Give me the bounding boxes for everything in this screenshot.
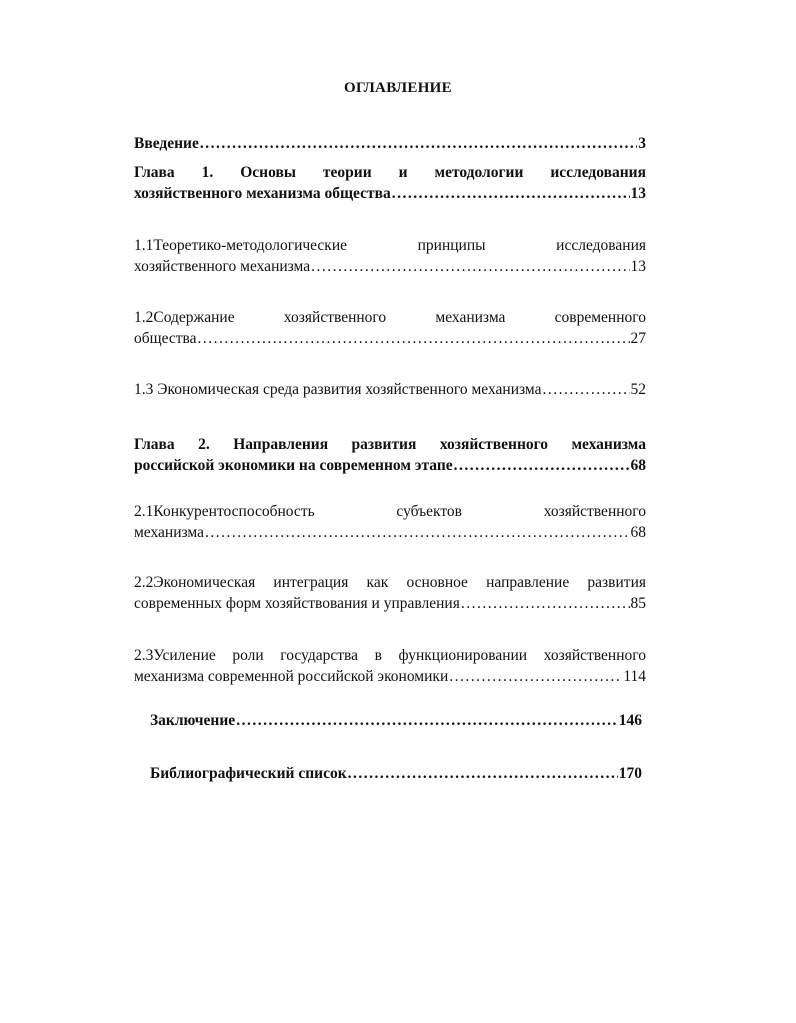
toc-entry-label: 2.2Экономическая интеграция как основное направление развития [134,574,646,591]
toc-page-number: 13 [630,185,646,202]
toc-entry-label: Введение [134,135,199,152]
toc-entry-label: Библиографический список [150,765,347,782]
toc-entry-label: Заключение [150,712,236,729]
toc-entry-section-1-2 [134,307,646,349]
toc-page-number: 68 [630,524,646,541]
toc-entry-label-cont: общества [134,330,197,347]
dot-leader [454,455,630,476]
toc-entry-section-1-3 [134,379,646,400]
toc-entry-label: 1.3 Экономическая среда развития хозяйственного механизма [134,381,542,398]
toc-page-number: 170 [618,765,642,782]
toc-entry-label-cont: современных форм хозяйствования и управления [134,595,460,612]
toc-page-number: 146 [618,712,642,729]
toc-page-number: 85 [630,595,646,612]
toc-entry-section-2-1 [134,501,646,543]
toc-page-number: 52 [630,381,646,398]
toc-entry-label-cont: механизма [134,524,204,541]
toc-entry-section-2-2 [134,572,646,614]
toc-entry-label-cont: российской экономики на современном этапе [134,457,453,474]
dot-leader [200,133,637,154]
toc-page-number: 27 [630,330,646,347]
toc-entry-label-cont: хозяйственного механизма общества [134,185,391,202]
toc-entry-chapter-1 [134,162,646,204]
toc-page-number: 114 [623,668,646,685]
dot-leader [197,328,629,349]
dot-leader [348,763,618,784]
toc-entry-section-2-3 [134,645,646,687]
toc-entry-label: Глава 2. Направления развития хозяйственного механизма [134,436,646,453]
toc-entry-label: 1.2Содержание хозяйственного механизма современного [134,309,646,326]
toc-entry-label: Глава 1. Основы теории и методологии исследования [134,164,646,181]
toc-entry-chapter-2 [134,434,646,476]
toc-entry-label: 2.3Усиление роли государства в функционировании хозяйственного [134,647,646,664]
dot-leader [205,522,630,543]
dot-leader [449,666,622,687]
toc-page-number: 68 [630,457,646,474]
toc-entry-label-cont: механизма современной российской экономики [134,668,449,685]
dot-leader [542,379,629,400]
toc-page-number: 3 [638,135,646,152]
toc-entry-section-1-1 [134,235,646,277]
toc-entry-label: 2.1Конкурентоспособность субъектов хозяйственного [134,503,646,520]
dot-leader [311,256,629,277]
toc-page-number: 13 [630,258,646,275]
dot-leader [236,710,618,731]
toc-entry-label: 1.1Теоретико-методологические принципы исследования [134,237,646,254]
toc-entry-bibliography [150,763,642,784]
toc-entry-introduction [134,133,646,154]
dot-leader [461,593,630,614]
toc-entry-label-cont: хозяйственного механизма [134,258,311,275]
toc-title: ОГЛАВЛЕНИЕ [344,80,452,96]
toc-entry-conclusion [150,710,642,731]
dot-leader [392,183,630,204]
